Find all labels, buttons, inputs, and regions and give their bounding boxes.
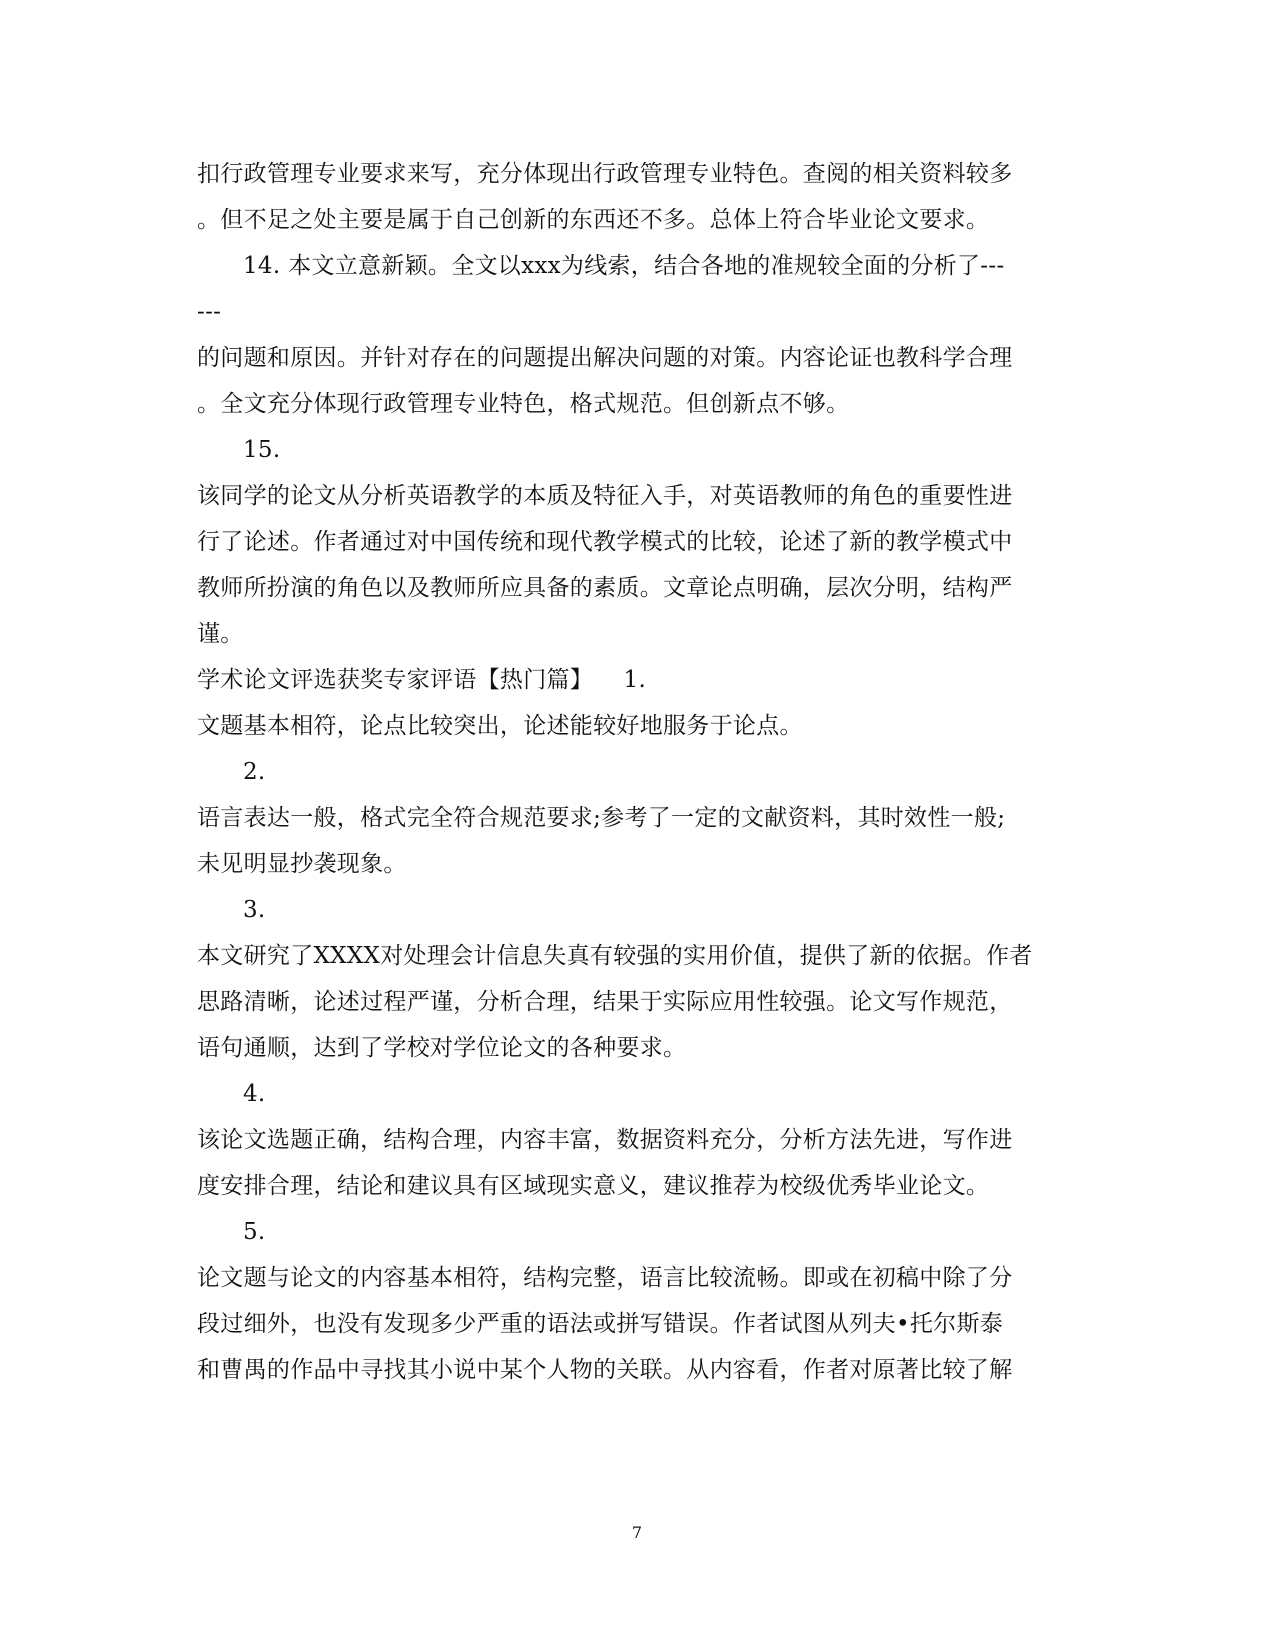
- list-item-number-3: 3.: [243, 897, 266, 923]
- text-line: 语句通顺，达到了学校对学位论文的各种要求。: [197, 1035, 687, 1061]
- list-item-number-5: 5.: [243, 1219, 266, 1245]
- text-line: 论文题与论文的内容基本相符，结构完整，语言比较流畅。即或在初稿中除了分: [197, 1265, 1013, 1291]
- text-line: 行了论述。作者通过对中国传统和现代教学模式的比较，论述了新的教学模式中: [197, 529, 1013, 555]
- text-line: 。全文充分体现行政管理专业特色，格式规范。但创新点不够。: [197, 391, 850, 417]
- text-line: 该同学的论文从分析英语教学的本质及特征入手，对英语教师的角色的重要性进: [197, 483, 1013, 509]
- list-item-number-4: 4.: [243, 1081, 266, 1107]
- text-line: 。但不足之处主要是属于自己创新的东西还不多。总体上符合毕业论文要求。: [197, 207, 990, 233]
- page-number: 7: [631, 1523, 643, 1542]
- text-line: ---: [197, 299, 222, 325]
- text-line: 本文研究了XXXX对处理会计信息失真有较强的实用价值，提供了新的依据。作者: [197, 943, 1033, 969]
- section-heading: 学术论文评选获奖专家评语【热门篇】 1.: [197, 667, 647, 693]
- text-line: 扣行政管理专业要求来写，充分体现出行政管理专业特色。查阅的相关资料较多: [197, 161, 1013, 187]
- text-line: 文题基本相符，论点比较突出，论述能较好地服务于论点。: [197, 713, 803, 739]
- text-line: 未见明显抄袭现象。: [197, 851, 407, 877]
- text-line: 语言表达一般，格式完全符合规范要求;参考了一定的文献资料，其时效性一般;: [197, 805, 1006, 831]
- text-line: 和曹禺的作品中寻找其小说中某个人物的关联。从内容看，作者对原著比较了解: [197, 1357, 1013, 1383]
- text-line: 谨。: [197, 621, 244, 647]
- text-line: 思路清晰，论述过程严谨，分析合理，结果于实际应用性较强。论文写作规范，: [197, 989, 1013, 1015]
- text-line: 度安排合理，结论和建议具有区域现实意义，建议推荐为校级优秀毕业论文。: [197, 1173, 990, 1199]
- list-item-number-15: 15.: [243, 437, 281, 463]
- text-line: 教师所扮演的角色以及教师所应具备的素质。文章论点明确，层次分明，结构严: [197, 575, 1013, 601]
- list-item-number-14: 14. 本文立意新颖。全文以xxx为线索，结合各地的准规较全面的分析了---: [243, 253, 1005, 279]
- text-line: 的问题和原因。并针对存在的问题提出解决问题的对策。内容论证也教科学合理: [197, 345, 1013, 371]
- text-line: 段过细外，也没有发现多少严重的语法或拼写错误。作者试图从列夫•托尔斯泰: [197, 1311, 1004, 1337]
- list-item-number-2: 2.: [243, 759, 266, 785]
- text-line: 该论文选题正确，结构合理，内容丰富，数据资料充分，分析方法先进，写作进: [197, 1127, 1013, 1153]
